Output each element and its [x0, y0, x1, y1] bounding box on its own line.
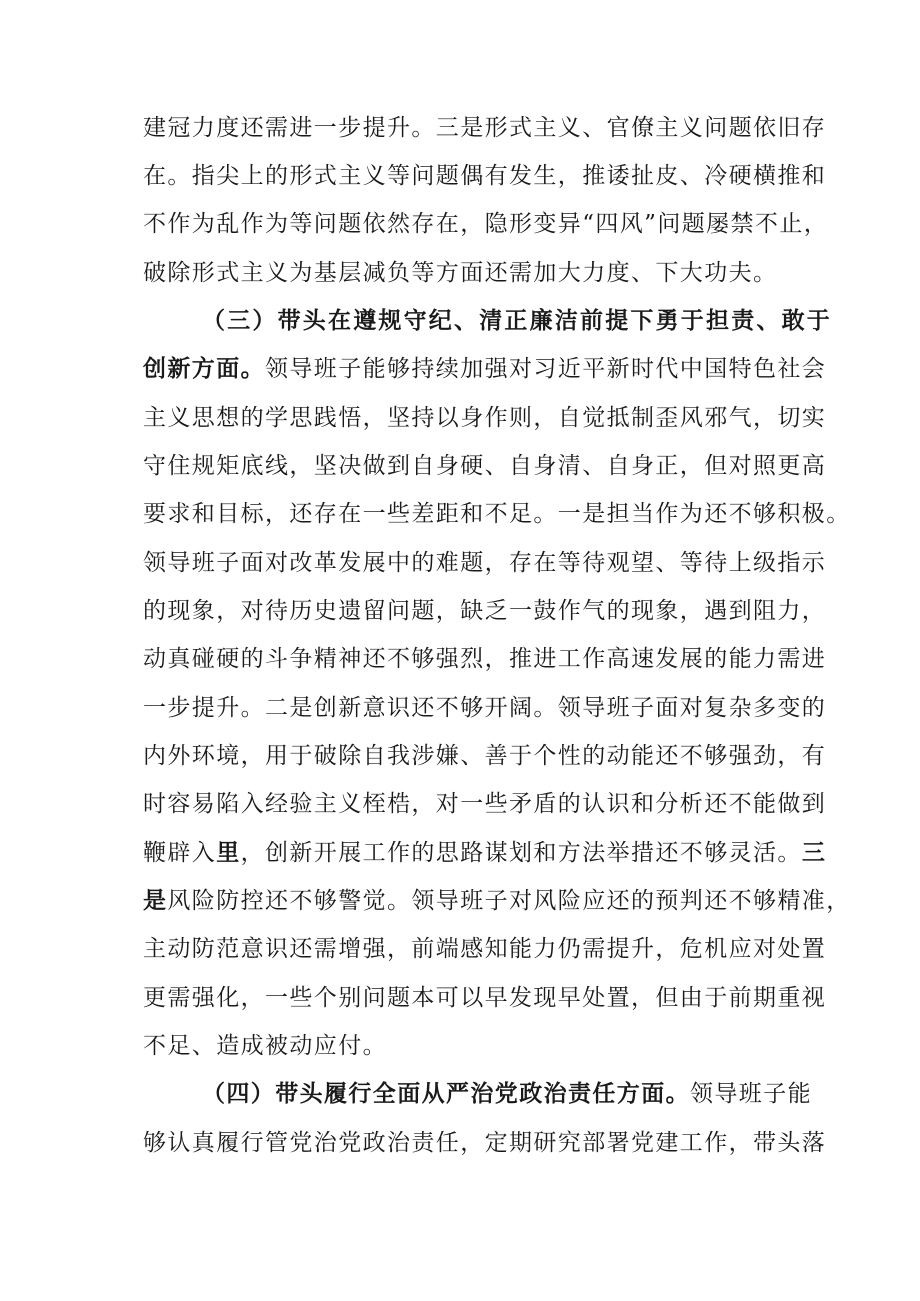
line-text: ，创新开展工作的思路谋划和方法举措还不够灵活。 — [240, 840, 802, 866]
line-text: 主义思想的学思践悟，坚持以身作则，自觉抵制歪风邪气，切实 — [143, 405, 827, 431]
text-line — [143, 402, 827, 434]
line-text: 不足、造成被动应付。 — [143, 1033, 387, 1059]
bold-text: 里 — [216, 839, 241, 866]
heading-text: 创新方面。 — [143, 355, 265, 382]
text-line — [143, 112, 827, 144]
line-text: 领导班子面对改革发展中的难题，存在等待观望、等待上级指示 — [143, 550, 827, 576]
text-line — [143, 643, 827, 675]
text-line — [143, 692, 827, 724]
text-line — [143, 885, 851, 917]
line-text: 领导班子能 — [690, 1081, 812, 1107]
line-text: 在。指尖上的形式主义等问题偶有发生，推诿扯皮、冷硬横推和 — [143, 163, 827, 189]
text-line — [143, 160, 827, 192]
text-line — [143, 547, 827, 579]
heading-text: （四）带头履行全面从严治党政治责任方面。 — [202, 1080, 690, 1107]
text-line — [143, 933, 827, 965]
text-line — [143, 1127, 827, 1159]
text-line — [143, 353, 827, 385]
line-text: 时容易陷入经验主义桎梏，对一些矛盾的认识和分析还不能做到 — [143, 791, 827, 817]
text-line — [143, 788, 827, 820]
text-line — [143, 740, 827, 772]
bold-text: 是 — [143, 887, 168, 914]
line-text: 领导班子能够持续加强对习近平新时代中国特色社会 — [265, 356, 827, 382]
line-text: 的现象，对待历史遗留问题，缺乏一鼓作气的现象，遇到阻力， — [143, 598, 827, 624]
text-line — [143, 208, 829, 240]
line-text: 够认真履行管党治党政治责任，定期研究部署党建工作，带头落 — [143, 1130, 827, 1156]
text-line — [143, 450, 827, 482]
text-line — [143, 1030, 783, 1062]
text-line — [143, 257, 783, 289]
text-line — [143, 498, 851, 530]
line-text: 主动防范意识还需增强，前端感知能力仍需提升，危机应对处置 — [143, 936, 827, 962]
line-text: 动真碰硬的斗争精神还不够强烈，推进工作高速发展的能力需进 — [143, 646, 827, 672]
line-text: 不作为乱作为等问题依然存在，隐形变异“四风”问题屡禁不止， — [143, 211, 829, 237]
line-text: 更需强化，一些个别问题本可以早发现早处置，但由于前期重视 — [143, 985, 827, 1011]
line-text: 一步提升。二是创新意识还不够开阔。领导班子面对复杂多变的 — [143, 695, 827, 721]
line-text: 鞭辟入 — [143, 840, 217, 866]
heading-text: （三）带头在遵规守纪、清正廉洁前提下勇于担责、敢于 — [202, 307, 832, 334]
bold-text: 三 — [801, 839, 827, 866]
text-line — [143, 837, 827, 869]
line-text: 建冠力度还需进一步提升。三是形式主义、官僚主义问题依旧存 — [143, 115, 827, 141]
section-heading-3 — [202, 305, 832, 337]
section-heading-4 — [202, 1078, 812, 1110]
line-text: 要求和目标，还存在一些差距和不足。一是担当作为还不够积极。 — [143, 501, 851, 527]
text-line — [143, 982, 827, 1014]
line-text: 守住规矩底线，坚决做到自身硬、自身清、自身正，但对照更高 — [143, 453, 827, 479]
line-text: 风险防控还不够警觉。领导班子对风险应还的预判还不够精准， — [167, 888, 851, 914]
line-text: 内外环境，用于破除自我涉嫌、善于个性的动能还不够强劲，有 — [143, 743, 827, 769]
line-text: 破除形式主义为基层减负等方面还需加大力度、下大功夫。 — [143, 260, 778, 286]
text-line — [143, 595, 827, 627]
